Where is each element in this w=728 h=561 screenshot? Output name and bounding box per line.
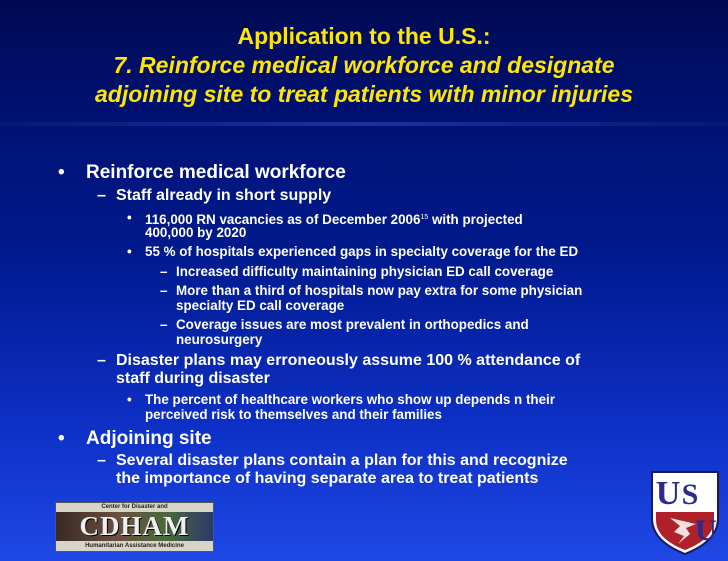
bullet-rn-vacancies-cont: 400,000 by 2020	[145, 225, 247, 240]
title-line-2: 7. Reinforce medical workforce and designate	[113, 52, 615, 78]
usu-letter-u2: U	[695, 514, 717, 547]
bullet-reinforce: Reinforce medical workforce	[86, 162, 346, 183]
usu-letter-s: S	[681, 478, 699, 511]
usu-letter-u1: U	[655, 475, 681, 512]
bullet-ed-call-coverage: Increased difficulty maintaining physician ED call coverage	[176, 264, 554, 279]
bullet-marker: •	[58, 162, 65, 183]
usu-shield-logo	[650, 470, 720, 555]
bullet-pay-extra-cont: specialty ED call coverage	[176, 298, 345, 313]
dash-marker: –	[160, 283, 168, 298]
bullet-coverage-issues: Coverage issues are most prevalent in orthopedics and	[176, 317, 529, 332]
cdham-logo-name: CDHAM	[79, 511, 190, 541]
dash-marker: –	[97, 352, 106, 369]
bullet-disaster-plans: Disaster plans may erroneously assume 100 % attendance of	[116, 352, 581, 369]
bullet-pay-extra: More than a third of hospitals now pay extra for some physician	[176, 283, 583, 298]
bullet-several-plans: Several disaster plans contain a plan for this and recognize	[116, 452, 568, 469]
cdham-logo-bottom-text: Humanitarian Assistance Medicine	[56, 541, 213, 551]
bullet-marker: •	[127, 392, 132, 407]
bullet-disaster-plans-cont: staff during disaster	[116, 370, 270, 387]
dash-marker: –	[160, 264, 168, 279]
dash-marker: –	[97, 452, 106, 469]
bullet-marker: •	[58, 428, 65, 449]
bullet-staff-short: Staff already in short supply	[116, 187, 332, 204]
dash-marker: –	[97, 187, 106, 204]
title-line-3: adjoining site to treat patients with minor injuries	[95, 81, 633, 107]
bullet-rn-vacancies: 116,000 RN vacancies as of December 2006$^{15}$ with projected	[145, 212, 523, 227]
bullet-marker: •	[127, 244, 132, 259]
title-line-1: Application to the U.S.:	[237, 23, 491, 49]
footnote-ref: 15	[420, 214, 429, 221]
bullet-coverage-issues-cont: neurosurgery	[176, 332, 263, 347]
bullet-worker-percent-cont: perceived risk to themselves and their families	[145, 407, 442, 422]
cdham-logo	[55, 502, 214, 552]
bullet-several-plans-cont: the importance of having separate area to treat patients	[116, 470, 539, 487]
bullet-hospital-gaps: 55 % of hospitals experienced gaps in specialty coverage for the ED	[145, 244, 579, 259]
cdham-logo-top-text: Center for Disaster and	[56, 503, 213, 512]
dash-marker: –	[160, 317, 168, 332]
bullet-worker-percent: The percent of healthcare workers who show up depends n their	[145, 392, 555, 407]
bullet-marker: •	[127, 210, 132, 225]
bullet-adjoining-site: Adjoining site	[86, 428, 212, 449]
